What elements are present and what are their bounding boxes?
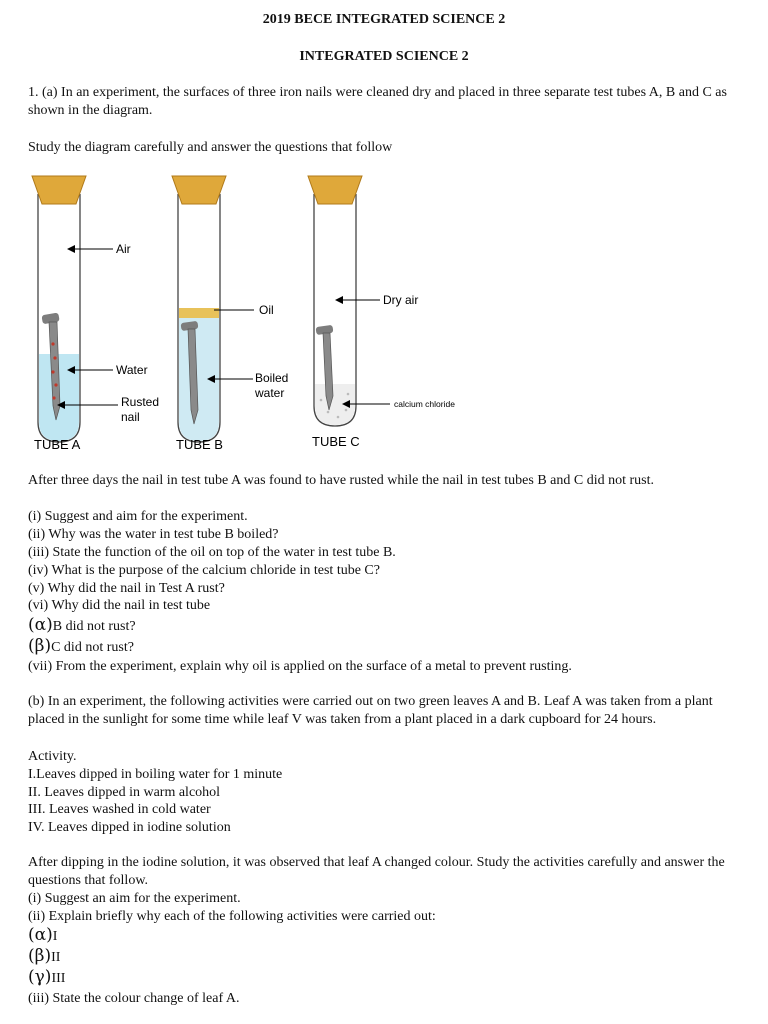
activity-item: III. Leaves washed in cold water: [28, 802, 211, 817]
label-boiled-water: water: [255, 386, 285, 400]
beta-marker: (β): [28, 636, 52, 656]
activity-item: II. Leaves dipped in warm alcohol: [28, 785, 221, 800]
question-1b-intro: (b) In an experiment, the following activities were carried out on two green leaves A and B. Leaf A was taken from a plant placed in the sunlight for some time while leaf V was taken from a plant placed in a dark cupboard for 24 hours.: [28, 694, 713, 727]
gamma-text: III: [51, 971, 66, 986]
q1b-question-iii: (iii) State the colour change of leaf A.: [28, 991, 240, 1006]
alpha-text: B did not rust?: [52, 619, 136, 634]
q1b-question-ii-gamma: [28, 968, 65, 988]
page-title: 2019 BECE INTEGRATED SCIENCE 2: [262, 12, 506, 27]
beta-text: II: [51, 950, 61, 965]
q1a-question-v: (v) Why did the nail in Test A rust?: [28, 581, 225, 596]
q1b-question-ii: (ii) Explain briefly why each of the following activities were carried out:: [28, 909, 436, 924]
q1a-question-ii: (ii) Why was the water in test tube B boiled?: [28, 527, 279, 542]
label-water: Water: [116, 363, 148, 377]
question-1a-observation: After three days the nail in test tube A was found to have rusted while the nail in test tubes B and C did not rust.: [28, 473, 654, 488]
q1b-question-ii-beta: [28, 947, 60, 967]
q1b-question-i: (i) Suggest an aim for the experiment.: [28, 891, 241, 906]
label-boiled: Boiled: [255, 371, 289, 385]
section-title: INTEGRATED SCIENCE 2: [299, 49, 469, 64]
question-1b-observation: After dipping in the iodine solution, it was observed that leaf A changed colour. Study the activities carefully and answer the questions that follow.: [28, 855, 725, 888]
gamma-marker: (γ): [28, 967, 52, 987]
activity-item: I.Leaves dipped in boiling water for 1 minute: [28, 767, 283, 782]
q1a-question-vi-beta: [28, 637, 134, 657]
label-nail: nail: [121, 410, 140, 424]
tube-c: [308, 176, 455, 449]
q1a-question-vi-alpha: [28, 616, 136, 636]
label-oil: Oil: [259, 303, 274, 317]
question-1a-intro: 1. (a) In an experiment, the surfaces of three iron nails were cleaned dry and placed in three separate test tubes A, B and C as shown in the diagram.: [28, 85, 727, 118]
label-tube-c: TUBE C: [312, 434, 360, 449]
q1a-question-vi: (vi) Why did the nail in test tube: [28, 598, 211, 613]
tube-b-stopper: [172, 176, 226, 204]
tube-b-oil-layer: [179, 308, 219, 318]
beta-text: C did not rust?: [51, 640, 134, 655]
label-rusted: Rusted: [121, 395, 160, 409]
label-air: Air: [116, 242, 131, 256]
rusting-experiment-diagram: [28, 172, 488, 457]
tube-a-stopper: [32, 176, 86, 204]
question-1a-instruction: Study the diagram carefully and answer the questions that follow: [28, 140, 393, 155]
q1a-question-i: (i) Suggest and aim for the experiment.: [28, 509, 248, 524]
tube-a: [32, 176, 159, 452]
alpha-marker: (α): [28, 615, 53, 635]
label-dry-air: Dry air: [383, 293, 419, 307]
q1a-question-vii: (vii) From the experiment, explain why oil is applied on the surface of a metal to prevent rusting.: [28, 659, 572, 674]
activity-item: IV. Leaves dipped in iodine solution: [28, 820, 231, 835]
beta-marker: (β): [28, 946, 52, 966]
tube-c-stopper: [308, 176, 362, 204]
q1a-question-iii: (iii) State the function of the oil on top of the water in test tube B.: [28, 545, 396, 560]
alpha-text: I: [52, 929, 58, 944]
q1a-question-iv: (iv) What is the purpose of the calcium chloride in test tube C?: [28, 563, 380, 578]
activity-heading: Activity.: [28, 749, 77, 764]
label-calcium-chloride: calcium chloride: [394, 399, 455, 409]
tube-b: [172, 176, 288, 452]
q1b-question-ii-alpha: [28, 926, 57, 946]
label-tube-b: TUBE B: [176, 437, 223, 452]
alpha-marker: (α): [28, 925, 53, 945]
label-tube-a: TUBE A: [34, 437, 81, 452]
